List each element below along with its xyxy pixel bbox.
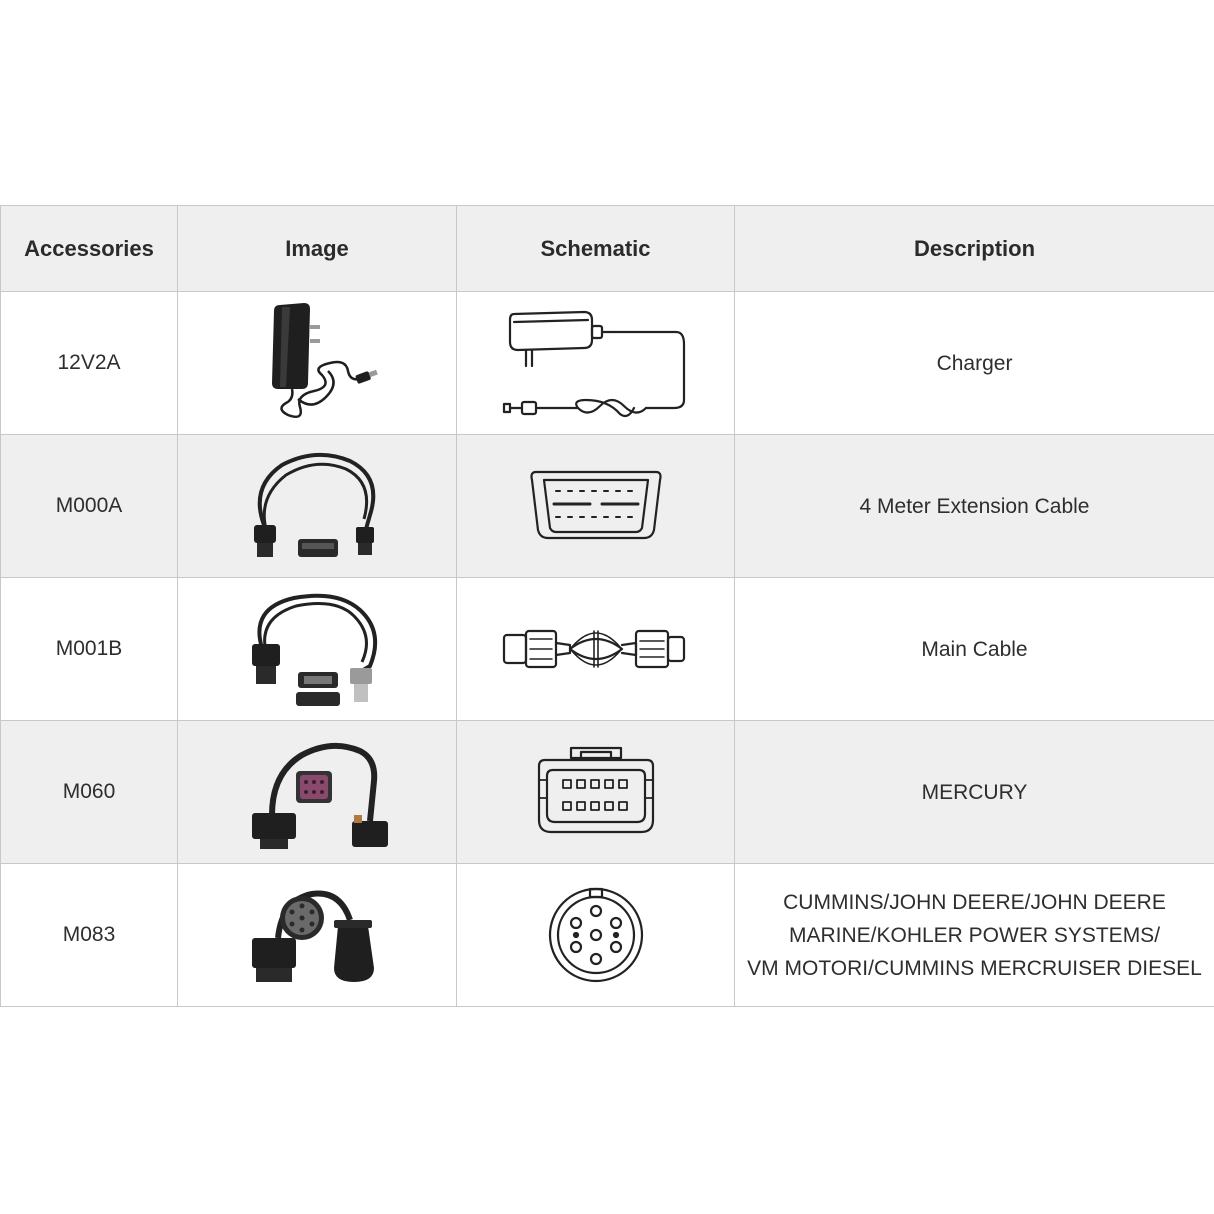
description-line: 4 Meter Extension Cable (859, 494, 1090, 518)
image-cell (178, 435, 457, 578)
schematic-cell (457, 435, 735, 578)
schematic-cell (457, 864, 735, 1007)
extension-cable-photo-icon (242, 447, 392, 565)
schematic-cell (457, 578, 735, 721)
table-row (1, 435, 1214, 578)
obd-connector-schematic-icon (526, 466, 666, 546)
header-image: Image (178, 206, 457, 292)
mercury-adapter-photo-icon (242, 729, 392, 855)
accessories-table (0, 205, 1214, 1007)
header-schematic: Schematic (457, 206, 735, 292)
description-line: MERCURY (921, 780, 1028, 804)
description-line: Charger (936, 351, 1013, 375)
main-cable-photo-icon (242, 588, 392, 710)
image-cell (178, 864, 457, 1007)
description-line: MARINE/KOHLER POWER SYSTEMS/ (788, 923, 1161, 947)
description-cell (735, 721, 1214, 864)
description-line: VM MOTORI/CUMMINS MERCRUISER DIESEL (747, 956, 1202, 980)
description-cell (735, 864, 1214, 1007)
table-row (1, 864, 1214, 1007)
header-row (1, 206, 1214, 292)
table-row (1, 578, 1214, 721)
description-cell (735, 292, 1214, 435)
image-cell (178, 292, 457, 435)
header-accessories: Accessories (1, 206, 178, 292)
10-pin-connector-schematic-icon (531, 744, 661, 840)
accessory-code: M083 (1, 864, 178, 1007)
image-cell (178, 721, 457, 864)
description-line: CUMMINS/JOHN DEERE/JOHN DEERE (783, 890, 1166, 914)
description-cell (735, 578, 1214, 721)
accessory-code: 12V2A (1, 292, 178, 435)
table-row (1, 721, 1214, 864)
charger-photo-icon (252, 299, 382, 427)
description-line: Main Cable (921, 637, 1028, 661)
schematic-cell (457, 292, 735, 435)
image-cell (178, 578, 457, 721)
schematic-cell (457, 721, 735, 864)
accessory-code: M001B (1, 578, 178, 721)
table-row (1, 292, 1214, 435)
accessory-code: M060 (1, 721, 178, 864)
header-description: Description (735, 206, 1214, 292)
9-pin-round-connector-schematic-icon (544, 883, 648, 987)
9-pin-round-adapter-photo-icon (242, 876, 392, 994)
main-cable-schematic-icon (496, 609, 696, 689)
charger-schematic-icon (496, 304, 696, 422)
accessory-code: M000A (1, 435, 178, 578)
description-cell (735, 435, 1214, 578)
